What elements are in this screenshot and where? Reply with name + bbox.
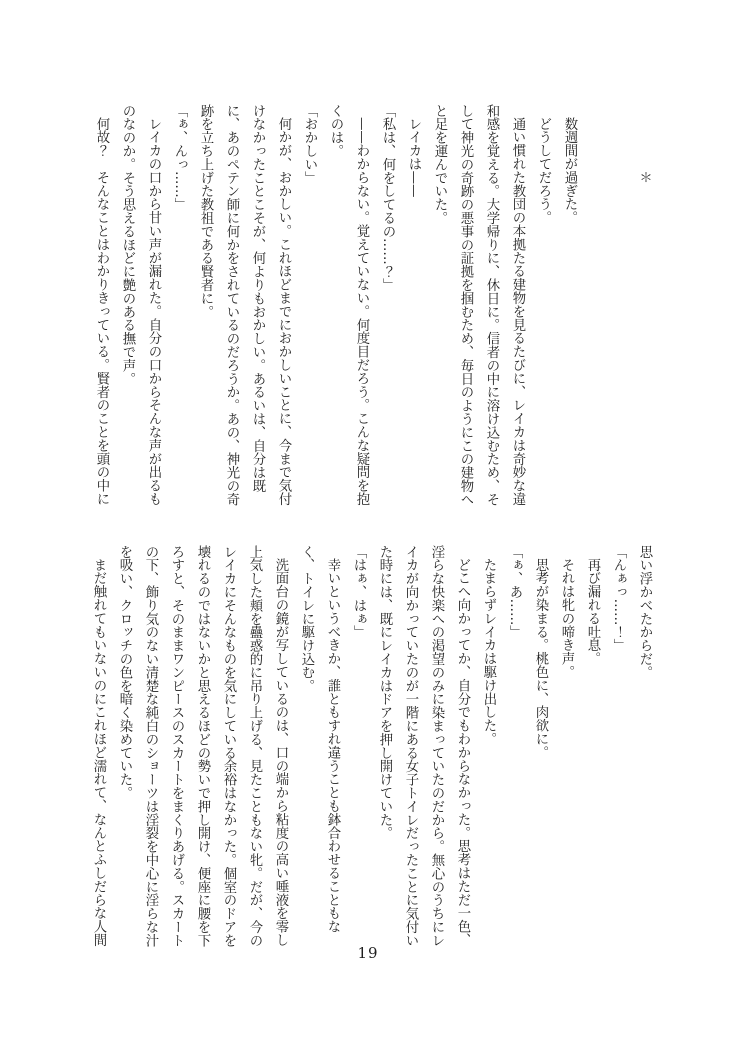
paragraph: たまらずレイカは駆け出した。	[481, 558, 496, 746]
paragraph: 「ぁ、あ……」	[507, 545, 522, 639]
paragraph: まだ触れてもいないのにこれほど濡れて、なんとふしだらな人間	[91, 558, 106, 947]
paragraph: 通い慣れた教団の本拠たる建物を見るたびに、レイカは奇妙な違和感を覚える。大学帰りに、休日に。信者の中に溶け込むため、そして神光の奇跡の悪事の証拠を掴むため、毎日のようにこの建物へと足を運んでいた。	[432, 104, 525, 506]
paragraph: レイカの口から甘い声が漏れた。自分の口からそんな声が出るものなのか。そう思えるほどに艶のある撫で声。	[120, 104, 161, 506]
paragraph: 思考が染まる。桃色に、肉欲に。	[533, 558, 548, 760]
paragraph: 「んぁっ……！」	[611, 545, 626, 653]
page-number: 19	[357, 944, 379, 962]
paragraph: 幸いというべきか、誰ともすれ違うことも鉢合わせることもなく、トイレに駆け込む。	[299, 545, 340, 934]
paragraph: 何かが、おかしい。これほどまでにおかしいことに、今まで気付けなかったことこそが、何よりもおかしい。あるいは、自分は既に、あのペテン師に何かをされているのだろうか。あの、神光の奇跡を立ち上げた教祖である賢者に。	[198, 104, 291, 506]
paragraph: どこへ向かってか、自分でもわからなかった。思考はただ一色、淫らな快楽への渇望のみに染まっていたのだから。無心のうちにレイカが向かっていたのが一階にある女子トイレだったことに気付いた時には、既にレイカはドアを押し開けていた。	[377, 545, 470, 947]
paragraph: 思い浮かべたからだ。	[637, 545, 652, 679]
text-block-bottom	[75, 545, 657, 953]
paragraph: 洗面台の鏡が写しているのは、口の端から粘度の高い唾液を零し上気した頬を蠱惑的に吊り上げる、見たこともない牝。だが、今のレイカにそんなものを気にしている余裕はなかった。個室のドアを壊れるのではないかと思えるほどの勢いで押し開け、便座に腰を下ろすと、そのままワンピースのスカートをまくりあげる。スカートの下、飾り気のない清楚な純白のショーツは淫裂を中心に淫らな汁を吸い、クロッチの色を暗く染めていた。	[117, 545, 288, 947]
paragraph: どうしてだろう。	[536, 117, 551, 225]
paragraph: ——わからない。覚えていない。何度目だろう。こんな疑問を抱くのは。	[328, 104, 369, 506]
paragraph: 「はぁ、はぁ」	[351, 545, 366, 639]
paragraph: 「ぁ、んっ……」	[172, 104, 187, 212]
paragraph: それは牝の啼き声。	[559, 558, 574, 679]
paragraph: 「私は、何をしてるの……？」	[380, 104, 395, 292]
paragraph: 再び漏れる吐息。	[585, 558, 600, 666]
text-block-top	[82, 104, 582, 512]
paragraph: 「おかしい」	[302, 104, 317, 185]
paragraph: 何故？ そんなことはわかりきっている。賢者のことを頭の中に	[94, 117, 109, 506]
section-divider-asterisk: ＊	[639, 171, 653, 186]
paragraph: レイカは——	[406, 117, 421, 198]
paragraph: 数週間が過ぎた。	[562, 117, 577, 225]
